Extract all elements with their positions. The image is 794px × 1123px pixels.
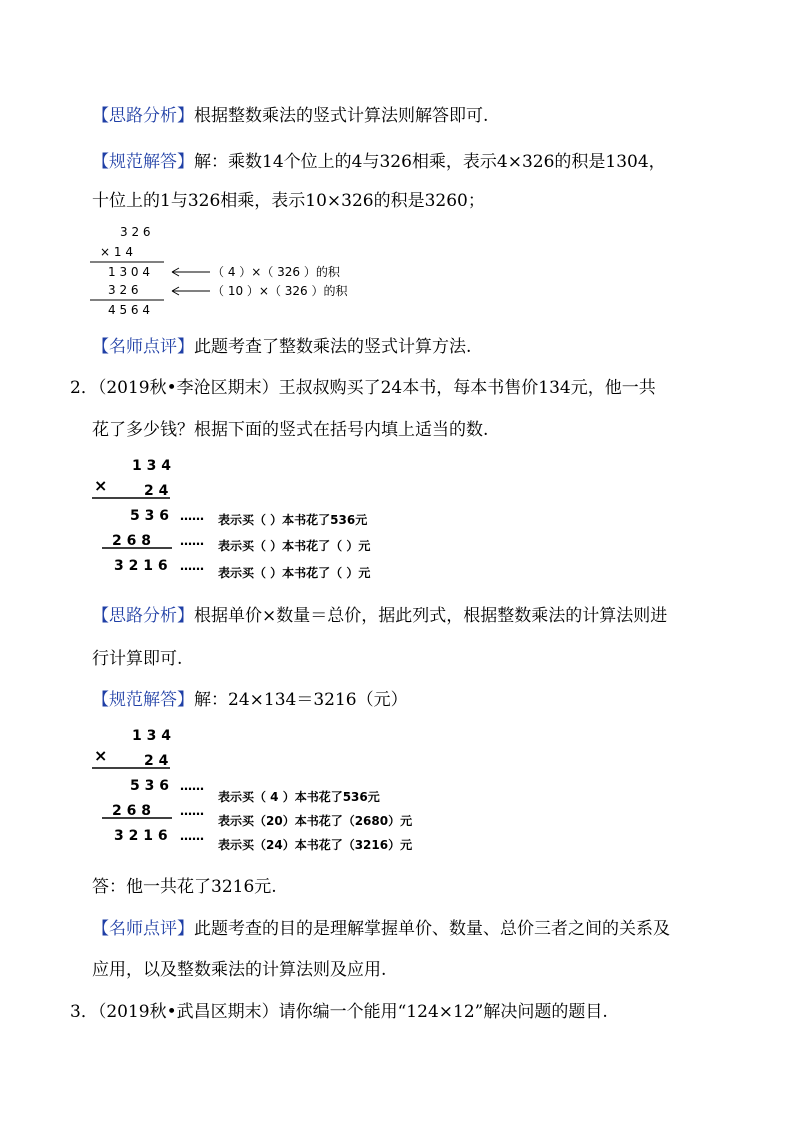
dots-3: ……	[180, 829, 204, 843]
q2-final-answer: 答：他一共花了3216元.	[92, 877, 277, 897]
dots-2: ……	[180, 804, 204, 818]
vertical-calculation-figure-3	[88, 720, 448, 860]
q2-analysis-tag: 【思路分析】	[92, 606, 194, 626]
q2-analysis-text: 根据单价×数量＝总价，据此列式，根据整数乘法的计算法则进	[194, 606, 668, 626]
note-2: 表示买（ ）本书花了（ ）元	[218, 539, 371, 553]
partial-product-2: 2 6 8	[112, 533, 151, 549]
partial-product-1: 1 3 0 4	[108, 265, 150, 279]
partial-product-2: 2 6 8	[112, 803, 151, 819]
partial-product-1: 5 3 6	[130, 508, 169, 524]
comment-line	[92, 336, 471, 358]
vertical-calculation-figure-1	[88, 222, 378, 322]
q2-comment-text: 此题考查的目的是理解掌握单价、数量、总价三者之间的关系及	[194, 919, 670, 939]
answered-note-1: 表示买（ 4 ）本书花了536元	[218, 790, 380, 804]
final-product: 3 2 1 6	[114, 828, 168, 844]
times-sign: ×	[94, 746, 108, 765]
answer-text: 解：乘数14个位上的4与326相乘，表示4×326的积是1304，	[194, 152, 666, 172]
question-2-number: 2．	[70, 378, 98, 398]
dots-1: ……	[180, 779, 204, 793]
note-1: 表示买（ ）本书花了536元	[218, 513, 368, 527]
comment-text: 此题考查了整数乘法的竖式计算方法.	[194, 337, 472, 357]
partial-product-1: 5 3 6	[130, 778, 169, 794]
times-sign: ×	[94, 476, 108, 495]
multiplicand: 1 3 4	[132, 458, 171, 474]
q2-answer-line	[92, 689, 408, 711]
answered-note-3: 表示买（24）本书花了（3216）元	[218, 838, 413, 852]
question-2-text-continued: 花了多少钱？根据下面的竖式在括号内填上适当的数.	[92, 420, 489, 440]
question-2-line	[70, 377, 656, 399]
question-3-line	[70, 1001, 608, 1023]
dots-3: ……	[180, 559, 204, 573]
note-1: （ 4 ）×（ 326 ）的积	[212, 265, 340, 279]
note-2: （ 10 ）×（ 326 ）的积	[212, 284, 348, 298]
q2-analysis-text-continued: 行计算即可.	[92, 649, 183, 669]
final-product: 4 5 6 4	[108, 303, 150, 317]
multiplier: 2 4	[144, 483, 169, 499]
multiplicand: 3 2 6	[120, 225, 151, 239]
vertical-calculation-figure-2	[88, 450, 448, 590]
question-3-text: （2019秋•武昌区期末）请你编一个能用“124×12”解决问题的题目.	[97, 1002, 608, 1022]
multiplier: × 1 4	[100, 245, 133, 259]
final-product: 3 2 1 6	[114, 558, 168, 574]
q2-answer-text: 解：24×134＝3216（元）	[194, 690, 408, 710]
question-3-number: 3．	[70, 1002, 98, 1022]
q2-analysis-line	[92, 605, 667, 627]
note-3: 表示买（ ）本书花了（ ）元	[218, 566, 371, 580]
analysis-tag: 【思路分析】	[92, 106, 194, 126]
answer-tag: 【规范解答】	[92, 152, 194, 172]
question-2-text: （2019秋•李沧区期末）王叔叔购买了24本书，每本书售价134元，他一共	[97, 378, 656, 398]
dots-1: ……	[180, 509, 204, 523]
partial-product-2: 3 2 6	[108, 283, 139, 297]
multiplicand: 1 3 4	[132, 728, 171, 744]
comment-tag: 【名师点评】	[92, 337, 194, 357]
answer-text-continued: 十位上的1与326相乘，表示10×326的积是3260；	[92, 191, 485, 211]
q2-answer-tag: 【规范解答】	[92, 690, 194, 710]
analysis-text: 根据整数乘法的竖式计算法则解答即可.	[194, 106, 489, 126]
answer-line	[92, 151, 666, 173]
dots-2: ……	[180, 534, 204, 548]
analysis-line	[92, 105, 488, 127]
q2-comment-line	[92, 918, 670, 940]
multiplier: 2 4	[144, 753, 169, 769]
q2-comment-text-continued: 应用，以及整数乘法的计算法则及应用.	[92, 960, 387, 980]
answered-note-2: 表示买（20）本书花了（2680）元	[218, 814, 413, 828]
q2-comment-tag: 【名师点评】	[92, 919, 194, 939]
